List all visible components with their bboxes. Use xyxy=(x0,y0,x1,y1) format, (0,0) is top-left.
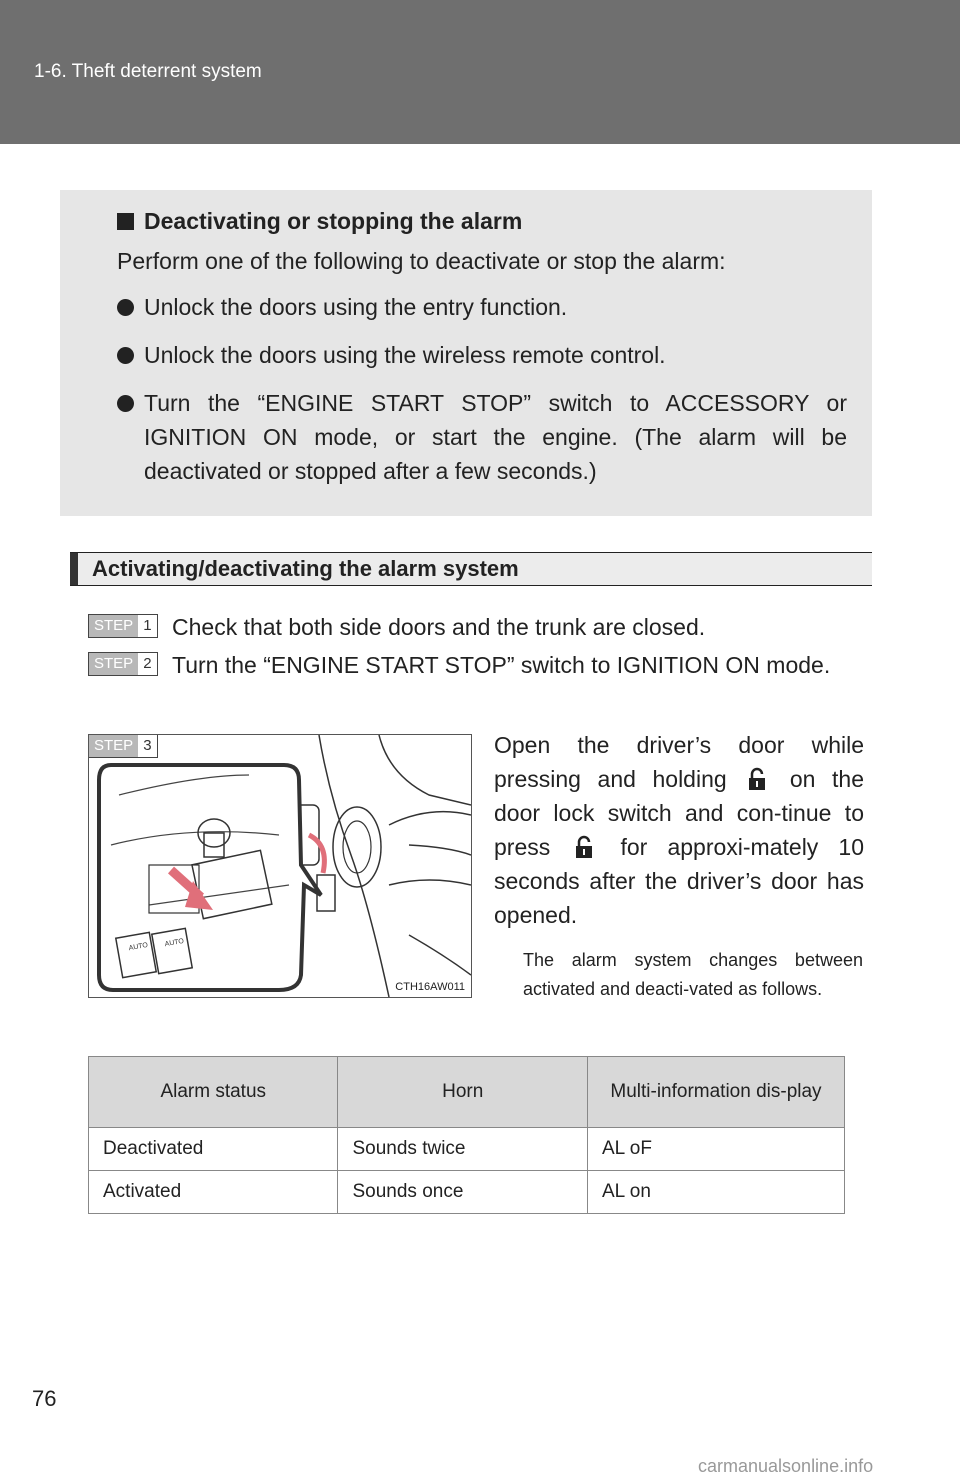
auto-label: AUTO xyxy=(164,937,185,949)
step-3-text: Open the driver’s door while pressing and holding on the door lock switch and con-tinue to press for approxi-mately 10 seconds after the driver’s door has opened. xyxy=(494,732,865,928)
watermark: carmanualsonline.info xyxy=(698,1456,874,1476)
alarm-change-note: The alarm system changes between activated and deacti-vated as follows. xyxy=(523,950,863,999)
note-intro: Perform one of the following to deactivate or stop the alarm: xyxy=(117,248,726,274)
step-2-text: Turn the “ENGINE START STOP” switch to IGNITION ON mode. xyxy=(172,652,831,678)
step-3-badge: STEP 3 xyxy=(89,735,158,758)
section-title: Activating/deactivating the alarm system xyxy=(92,556,519,581)
alarm-note-box xyxy=(60,190,872,516)
table-row xyxy=(89,1171,845,1214)
table-cell: Sounds twice xyxy=(338,1128,587,1171)
alarm-status-table xyxy=(88,1056,845,1214)
table-cell: Activated xyxy=(89,1171,338,1214)
round-bullet-icon xyxy=(117,347,134,364)
table-cell: Sounds once xyxy=(338,1171,587,1214)
step-1-badge: STEP 1 xyxy=(88,614,158,638)
section-marker xyxy=(70,553,78,585)
round-bullet-icon xyxy=(117,299,134,316)
note-bullet: Turn the “ENGINE START STOP” switch to ACCESSORY or IGNITION ON mode, or start the engine. (The alarm will be deactivated or stopped after a few seconds.) xyxy=(117,386,847,488)
column-header: Alarm status xyxy=(89,1057,338,1128)
step-2-badge: STEP 2 xyxy=(88,652,158,676)
column-header: Horn xyxy=(338,1057,587,1128)
auto-label: AUTO xyxy=(128,941,149,953)
page-header xyxy=(0,0,960,144)
table-row xyxy=(89,1128,845,1171)
table-header-row xyxy=(89,1057,845,1128)
door-lock-switch-illustration xyxy=(88,734,472,998)
note-bullet: Unlock the doors using the wireless remote control. xyxy=(117,338,847,372)
lock-icon xyxy=(570,835,600,859)
round-bullet-icon xyxy=(117,395,134,412)
square-bullet-icon xyxy=(117,213,134,230)
note-bullet: Unlock the doors using the entry function. xyxy=(117,290,847,324)
table-cell: AL oF xyxy=(587,1128,844,1171)
column-header: Multi-information dis-play xyxy=(587,1057,844,1128)
table-cell: Deactivated xyxy=(89,1128,338,1171)
lock-icon xyxy=(743,767,773,791)
note-heading: Deactivating or stopping the alarm xyxy=(117,208,522,235)
table-cell: AL on xyxy=(587,1171,844,1214)
chapter-title: 1-6. Theft deterrent system xyxy=(34,61,262,82)
illustration-code: CTH16AW011 xyxy=(395,981,465,993)
step-1-text: Check that both side doors and the trunk are closed. xyxy=(172,614,706,640)
page-number: 76 xyxy=(32,1386,57,1411)
section-heading-bar xyxy=(70,552,872,586)
